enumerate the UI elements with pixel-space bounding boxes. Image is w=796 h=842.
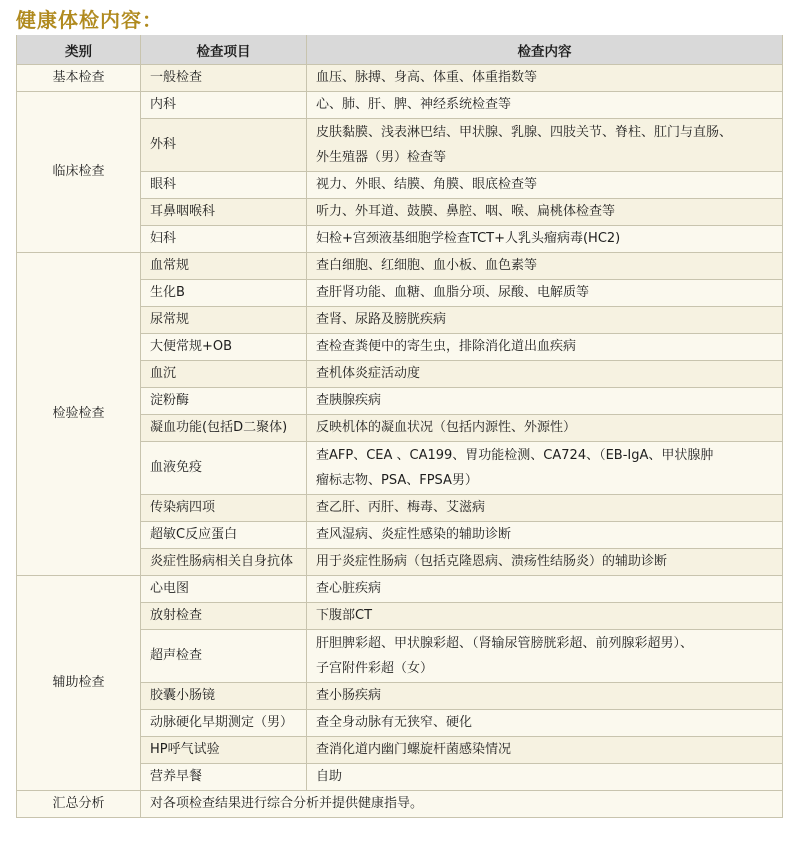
content-cell bbox=[307, 576, 783, 603]
content-line: 下腹部CT bbox=[316, 608, 373, 623]
content-cell bbox=[307, 737, 783, 764]
category-cell: 基本检查 bbox=[17, 65, 141, 92]
content-cell bbox=[307, 65, 783, 92]
content-line: 心、肺、肝、脾、神经系统检查等 bbox=[316, 97, 512, 112]
content-cell bbox=[307, 495, 783, 522]
summary-row bbox=[17, 791, 783, 818]
header-content: 检查内容 bbox=[307, 35, 783, 65]
content-cell bbox=[307, 361, 783, 388]
item-cell: 血沉 bbox=[141, 361, 307, 388]
content-cell bbox=[307, 388, 783, 415]
content-cell bbox=[307, 226, 783, 253]
content-cell bbox=[307, 199, 783, 226]
content-line: 查AFP、CEA 、CA199、胃功能检测、CA724、（EB-IgA、甲状腺肿 bbox=[316, 448, 714, 463]
content-cell bbox=[307, 630, 783, 683]
content-cell bbox=[307, 334, 783, 361]
item-cell: 炎症性肠病相关自身抗体 bbox=[141, 549, 307, 576]
item-cell: 淀粉酶 bbox=[141, 388, 307, 415]
content-cell bbox=[307, 764, 783, 791]
content-cell bbox=[307, 603, 783, 630]
content-line: 听力、外耳道、鼓膜、鼻腔、咽、喉、扁桃体检查等 bbox=[316, 204, 616, 219]
content-line: 视力、外眼、结膜、角膜、眼底检查等 bbox=[316, 177, 538, 192]
content-line: 外生殖器（男）检查等 bbox=[316, 150, 447, 165]
content-line: 查机体炎症活动度 bbox=[316, 366, 421, 381]
table-header-row bbox=[17, 35, 783, 65]
header-item: 检查项目 bbox=[141, 35, 307, 65]
content-cell bbox=[307, 253, 783, 280]
content-line: 查肝肾功能、血糖、血脂分项、尿酸、电解质等 bbox=[316, 285, 590, 300]
category-cell: 辅助检查 bbox=[17, 576, 141, 791]
item-cell: 妇科 bbox=[141, 226, 307, 253]
content-line: 子宫附件彩超（女） bbox=[316, 661, 434, 676]
content-line: 用于炎症性肠病（包括克隆恩病、溃疡性结肠炎）的辅助诊断 bbox=[316, 554, 668, 569]
content-line: 血压、脉搏、身高、体重、体重指数等 bbox=[316, 70, 538, 85]
item-cell: 传染病四项 bbox=[141, 495, 307, 522]
summary-content: 对各项检查结果进行综合分析并提供健康指导。 bbox=[141, 791, 783, 818]
exam-table bbox=[16, 35, 783, 818]
content-cell bbox=[307, 522, 783, 549]
item-cell: 营养早餐 bbox=[141, 764, 307, 791]
item-cell: 心电图 bbox=[141, 576, 307, 603]
content-line: 查全身动脉有无狭窄、硬化 bbox=[316, 715, 473, 730]
item-cell: 尿常规 bbox=[141, 307, 307, 334]
category-cell: 检验检查 bbox=[17, 253, 141, 576]
content-line: 查小肠疾病 bbox=[316, 688, 382, 703]
item-cell: HP呼气试验 bbox=[141, 737, 307, 764]
content-cell bbox=[307, 172, 783, 199]
content-line: 瘤标志物、PSA、FPSA男） bbox=[316, 473, 478, 488]
content-cell bbox=[307, 683, 783, 710]
content-line: 查心脏疾病 bbox=[316, 581, 382, 596]
item-cell: 放射检查 bbox=[141, 603, 307, 630]
content-cell bbox=[307, 442, 783, 495]
item-cell: 大便常规+OB bbox=[141, 334, 307, 361]
content-cell bbox=[307, 92, 783, 119]
table-row bbox=[17, 65, 783, 92]
item-cell: 一般检查 bbox=[141, 65, 307, 92]
content-cell bbox=[307, 549, 783, 576]
content-cell bbox=[307, 280, 783, 307]
content-line: 查消化道内幽门螺旋杆菌感染情况 bbox=[316, 742, 512, 757]
content-line: 自助 bbox=[316, 769, 343, 784]
content-line: 查胰腺疾病 bbox=[316, 393, 382, 408]
content-cell bbox=[307, 415, 783, 442]
item-cell: 凝血功能(包括D二聚体) bbox=[141, 415, 307, 442]
header-category: 类别 bbox=[17, 35, 141, 65]
item-cell: 血液免疫 bbox=[141, 442, 307, 495]
content-line: 肝胆脾彩超、甲状腺彩超、（肾输尿管膀胱彩超、前列腺彩超男）、 bbox=[316, 636, 694, 651]
page-title: 健康体检内容： bbox=[16, 8, 163, 32]
item-cell: 动脉硬化早期测定（男） bbox=[141, 710, 307, 737]
content-line: 查白细胞、红细胞、血小板、血色素等 bbox=[316, 258, 538, 273]
content-line: 查检查粪便中的寄生虫，排除消化道出血疾病 bbox=[316, 339, 577, 354]
summary-category: 汇总分析 bbox=[17, 791, 141, 818]
content-line: 妇检+宫颈液基细胞学检查TCT+人乳头瘤病毒(HC2) bbox=[316, 231, 621, 246]
content-line: 反映机体的凝血状况（包括内源性、外源性） bbox=[316, 420, 577, 435]
category-cell: 临床检查 bbox=[17, 92, 141, 253]
item-cell: 超声检查 bbox=[141, 630, 307, 683]
item-cell: 血常规 bbox=[141, 253, 307, 280]
item-cell: 生化B bbox=[141, 280, 307, 307]
content-cell bbox=[307, 307, 783, 334]
content-line: 查乙肝、丙肝、梅毒、艾滋病 bbox=[316, 500, 486, 515]
item-cell: 内科 bbox=[141, 92, 307, 119]
table-row bbox=[17, 253, 783, 280]
item-cell: 外科 bbox=[141, 119, 307, 172]
table-row bbox=[17, 92, 783, 119]
item-cell: 眼科 bbox=[141, 172, 307, 199]
content-cell bbox=[307, 710, 783, 737]
content-line: 查肾、尿路及膀胱疾病 bbox=[316, 312, 447, 327]
item-cell: 胶囊小肠镜 bbox=[141, 683, 307, 710]
table-row bbox=[17, 576, 783, 603]
item-cell: 超敏C反应蛋白 bbox=[141, 522, 307, 549]
table-body bbox=[17, 65, 783, 818]
content-line: 皮肤黏膜、浅表淋巴结、甲状腺、乳腺、四肢关节、脊柱、肛门与直肠、 bbox=[316, 125, 733, 140]
item-cell: 耳鼻咽喉科 bbox=[141, 199, 307, 226]
content-line: 查风湿病、炎症性感染的辅助诊断 bbox=[316, 527, 512, 542]
content-cell bbox=[307, 119, 783, 172]
